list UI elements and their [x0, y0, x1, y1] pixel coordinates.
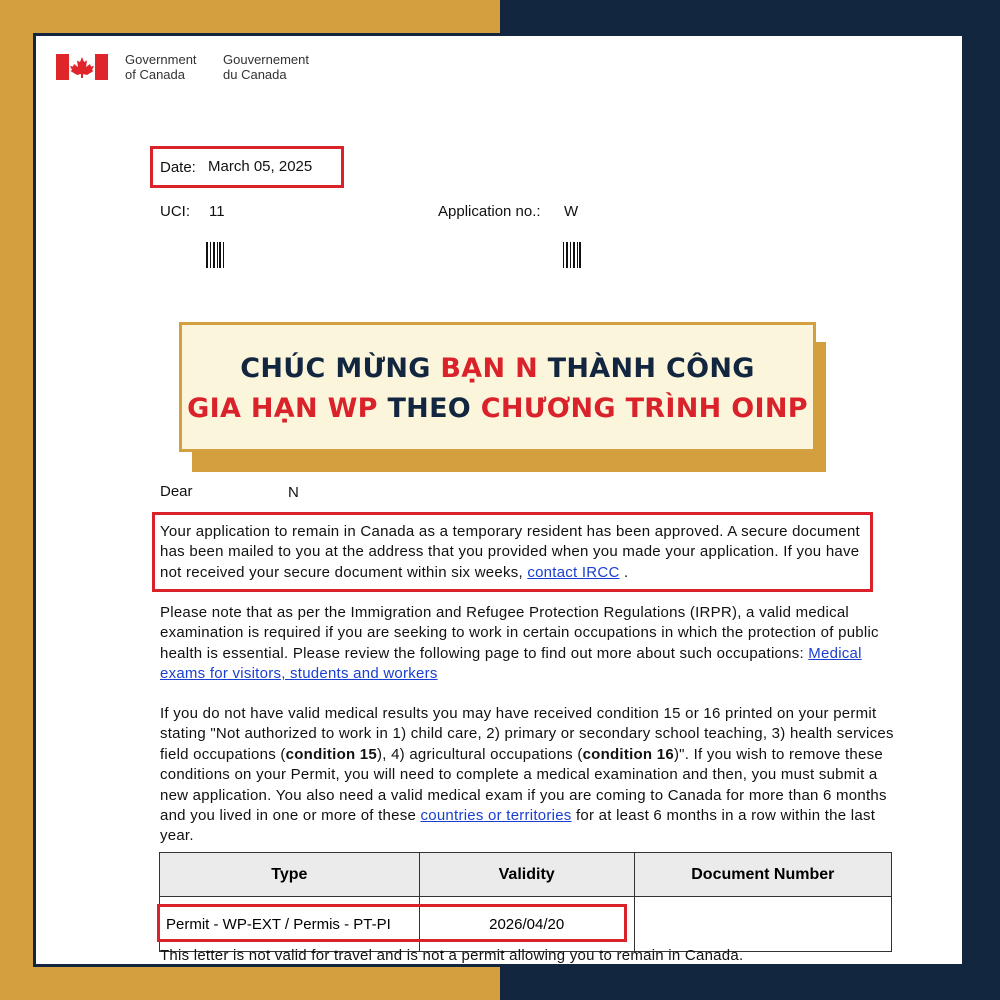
condition-15-text: condition 15	[285, 745, 377, 763]
canada-flag-icon	[56, 54, 108, 80]
medical-text: Please note that as per the Immigration and Refugee Protection Regulations (IRPR), a valid medical examination is required if you are seeking to work in certain occupations in which the protection of public health is essential. Please review the following page to find out more about such occupations:	[160, 604, 879, 662]
salutation-label: Dear	[160, 483, 193, 500]
conditions-text-3: )". If you wish to remove these conditions on your Permit, you will need to complete a medical examination and then, you must submit a new application. You also need a valid medical exam if you are coming to Canada for more than 6 months and you lived in one or more of these	[160, 745, 887, 825]
gov-fr-line1: Gouvernement	[223, 52, 309, 67]
banner-line1-part1: CHÚC MỪNG	[240, 353, 441, 384]
permit-highlight-box	[157, 904, 627, 942]
column-header-validity: Validity	[419, 853, 634, 897]
banner-line2-part3: CHƯƠNG TRÌNH OINP	[480, 393, 808, 424]
medical-exams-link[interactable]: Medical exams for visitors, students and workers	[160, 644, 862, 683]
conditions-text-4: for at least 6 months in a row within the last year.	[160, 807, 876, 845]
government-of-canada-en	[125, 52, 197, 82]
conditions-text-1: If you do not have valid medical results you may have received condition 15 or 16 printed on your permit stating "Not authorized to work in 1) child care, 2) primary or secondary school teaching, 3) health services field occupations (	[160, 705, 894, 763]
date-label: Date:	[160, 159, 196, 176]
column-header-document-number: Document Number	[634, 853, 891, 897]
countries-territories-link[interactable]: countries or territories	[420, 807, 572, 825]
banner-line1-name: BẠN N	[440, 353, 538, 384]
application-barcode-icon	[563, 242, 583, 268]
banner-line2-part1: GIA HẠN WP	[187, 393, 378, 424]
footer-notice: This letter is not valid for travel and is not a permit allowing you to remain in Canada.	[160, 947, 744, 964]
uci-barcode-icon	[206, 242, 226, 268]
salutation-name: N	[288, 484, 299, 501]
government-of-canada-fr	[223, 52, 309, 82]
banner-line1	[182, 353, 813, 384]
condition-16-text: condition 16	[582, 745, 674, 763]
gov-en-line1: Government	[125, 52, 197, 67]
approval-paragraph	[160, 522, 860, 583]
gov-fr-line2: du Canada	[223, 67, 287, 82]
uci-value: 11	[209, 203, 225, 220]
conditions-text-2: ), 4) agricultural occupations (	[377, 745, 583, 763]
cell-document-number	[634, 897, 891, 952]
letter-document	[36, 36, 962, 964]
conditions-paragraph	[160, 704, 898, 847]
gov-en-line2: of Canada	[125, 67, 185, 82]
date-value: March 05, 2025	[208, 158, 313, 175]
approval-text: Your application to remain in Canada as a temporary resident has been approved. A secure document has been mailed to you at the address that you provided when you made your application. If you have not received your secure document within six weeks,	[160, 523, 860, 581]
cell-type: Permit - WP-EXT / Permis - PT-PI	[160, 897, 420, 952]
banner-line2	[182, 393, 813, 424]
application-number-value: W	[564, 203, 579, 220]
table-header-row	[160, 853, 892, 897]
contact-ircc-link[interactable]: contact IRCC	[527, 563, 620, 581]
column-header-type: Type	[160, 853, 420, 897]
uci-label: UCI:	[160, 203, 190, 220]
congratulations-banner	[179, 322, 816, 452]
medical-paragraph	[160, 603, 880, 685]
application-number-label: Application no.:	[438, 203, 541, 220]
cell-validity: 2026/04/20	[419, 897, 634, 952]
approval-text-end: .	[619, 563, 629, 581]
banner-line2-part2: THEO	[377, 393, 481, 424]
banner-line1-part3: THÀNH CÔNG	[537, 353, 755, 384]
